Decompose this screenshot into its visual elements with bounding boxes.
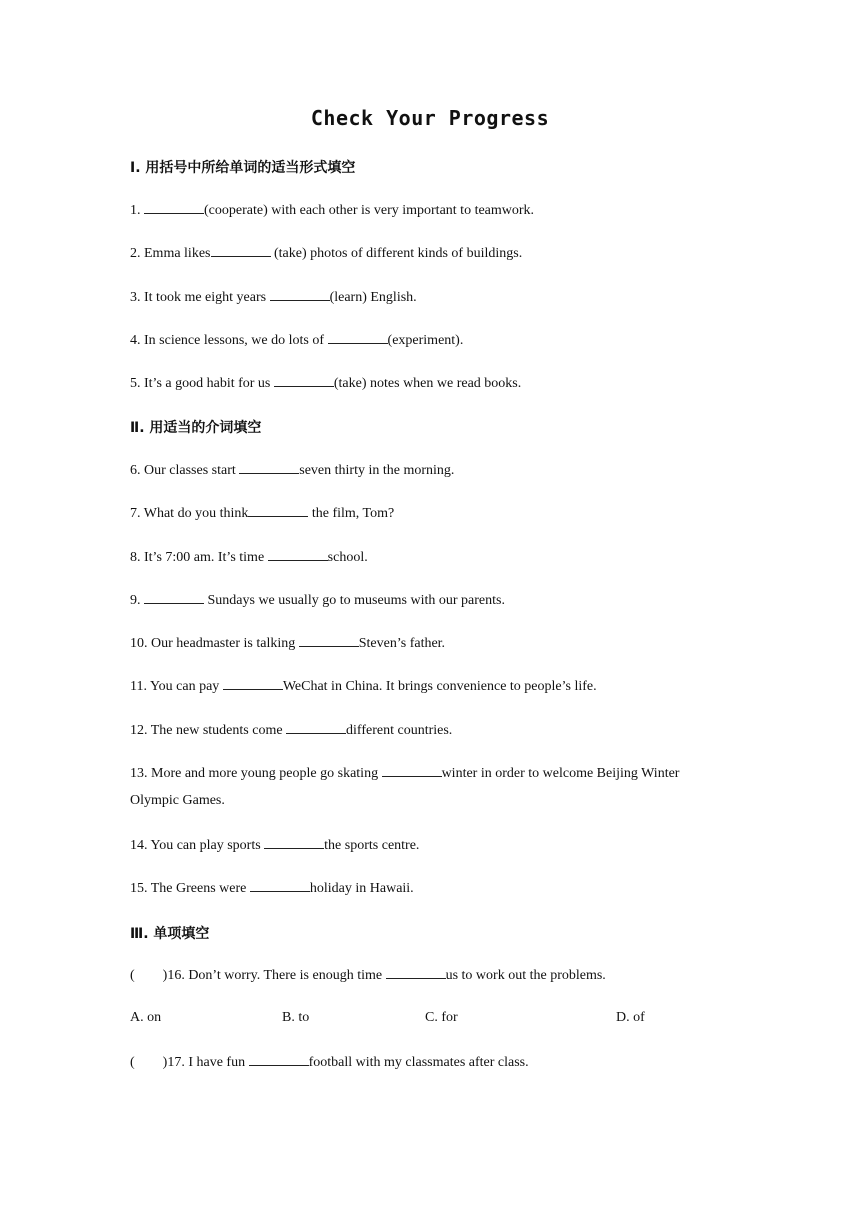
section-heading-2: Ⅱ. 用适当的介词填空: [130, 420, 262, 436]
question-text: 14. You can play sports: [130, 838, 265, 853]
question-17: [130, 1053, 529, 1071]
question-text: 1.: [130, 203, 144, 218]
question-13: [130, 764, 679, 782]
section-heading-3: Ⅲ. 单项填空: [130, 926, 210, 942]
section-heading-1: Ⅰ. 用括号中所给单词的适当形式填空: [130, 160, 356, 176]
question-text: 7. What do you think: [130, 506, 249, 521]
question-text: (take) notes when we read books.: [333, 376, 522, 391]
answer-blank[interactable]: [239, 461, 299, 474]
question-4: [130, 331, 463, 349]
question-11: [130, 677, 597, 695]
question-text: Sundays we usually go to museums with our parents.: [204, 593, 505, 608]
answer-blank[interactable]: [274, 374, 334, 387]
answer-blank[interactable]: [223, 677, 283, 690]
question-text: (learn) English.: [329, 290, 417, 305]
question-text: Steven’s father.: [358, 636, 446, 651]
answer-blank[interactable]: [211, 244, 271, 257]
question-10: [130, 634, 445, 652]
question-text: ( )16. Don’t worry. There is enough time: [130, 968, 386, 983]
answer-blank[interactable]: [144, 591, 204, 604]
question-text: 2. Emma likes: [130, 246, 211, 261]
option-a[interactable]: A. on: [130, 1010, 162, 1025]
answer-blank[interactable]: [264, 836, 324, 849]
answer-blank[interactable]: [250, 879, 310, 892]
question-text: ( )17. I have fun: [130, 1055, 249, 1070]
question-13-continued: Olympic Games.: [130, 793, 225, 808]
question-12: [130, 721, 452, 739]
question-text: 4. In science lessons, we do lots of: [130, 333, 328, 348]
option-d[interactable]: D. of: [616, 1010, 645, 1025]
question-text: 3. It took me eight years: [130, 290, 270, 305]
question-text: 6. Our classes start: [130, 463, 240, 478]
option-b[interactable]: B. to: [282, 1010, 310, 1025]
question-text: school.: [327, 550, 368, 565]
question-text: holiday in Hawaii.: [309, 881, 414, 896]
question-text: the film, Tom?: [308, 506, 395, 521]
question-text: football with my classmates after class.: [308, 1055, 529, 1070]
question-14: [130, 836, 419, 854]
question-text: 5. It’s a good habit for us: [130, 376, 274, 391]
question-text: (experiment).: [387, 333, 464, 348]
question-text: winter in order to welcome Beijing Winter: [441, 766, 680, 781]
question-7: [130, 504, 394, 522]
question-text: 8. It’s 7:00 am. It’s time: [130, 550, 268, 565]
question-text: 9.: [130, 593, 144, 608]
question-15: [130, 879, 414, 897]
question-2: [130, 244, 522, 262]
question-6: [130, 461, 454, 479]
question-9: [130, 591, 505, 609]
question-text: 15. The Greens were: [130, 881, 250, 896]
answer-blank[interactable]: [268, 548, 328, 561]
question-text: 11. You can pay: [130, 679, 223, 694]
question-text: 12. The new students come: [130, 723, 287, 738]
answer-blank[interactable]: [386, 966, 446, 979]
question-8: [130, 548, 368, 566]
question-text: (take) photos of different kinds of buildings.: [270, 246, 523, 261]
question-text: (cooperate) with each other is very important to teamwork.: [204, 203, 535, 218]
question-16: [130, 966, 606, 984]
question-text: WeChat in China. It brings convenience to people’s life.: [282, 679, 597, 694]
option-c[interactable]: C. for: [425, 1010, 458, 1025]
question-text: different countries.: [346, 723, 453, 738]
answer-blank[interactable]: [144, 201, 204, 214]
answer-blank[interactable]: [286, 721, 346, 734]
answer-blank[interactable]: [249, 1053, 309, 1066]
question-5: [130, 374, 521, 392]
question-text: seven thirty in the morning.: [299, 463, 455, 478]
question-text: the sports centre.: [324, 838, 420, 853]
question-1: [130, 201, 534, 219]
answer-blank[interactable]: [382, 764, 442, 777]
answer-blank[interactable]: [328, 331, 388, 344]
question-3: [130, 288, 417, 306]
page-title: Check Your Progress: [310, 106, 550, 130]
question-text: 10. Our headmaster is talking: [130, 636, 299, 651]
answer-blank[interactable]: [248, 504, 308, 517]
question-text: us to work out the problems.: [445, 968, 606, 983]
answer-blank[interactable]: [299, 634, 359, 647]
answer-blank[interactable]: [270, 288, 330, 301]
question-text: 13. More and more young people go skating: [130, 766, 382, 781]
